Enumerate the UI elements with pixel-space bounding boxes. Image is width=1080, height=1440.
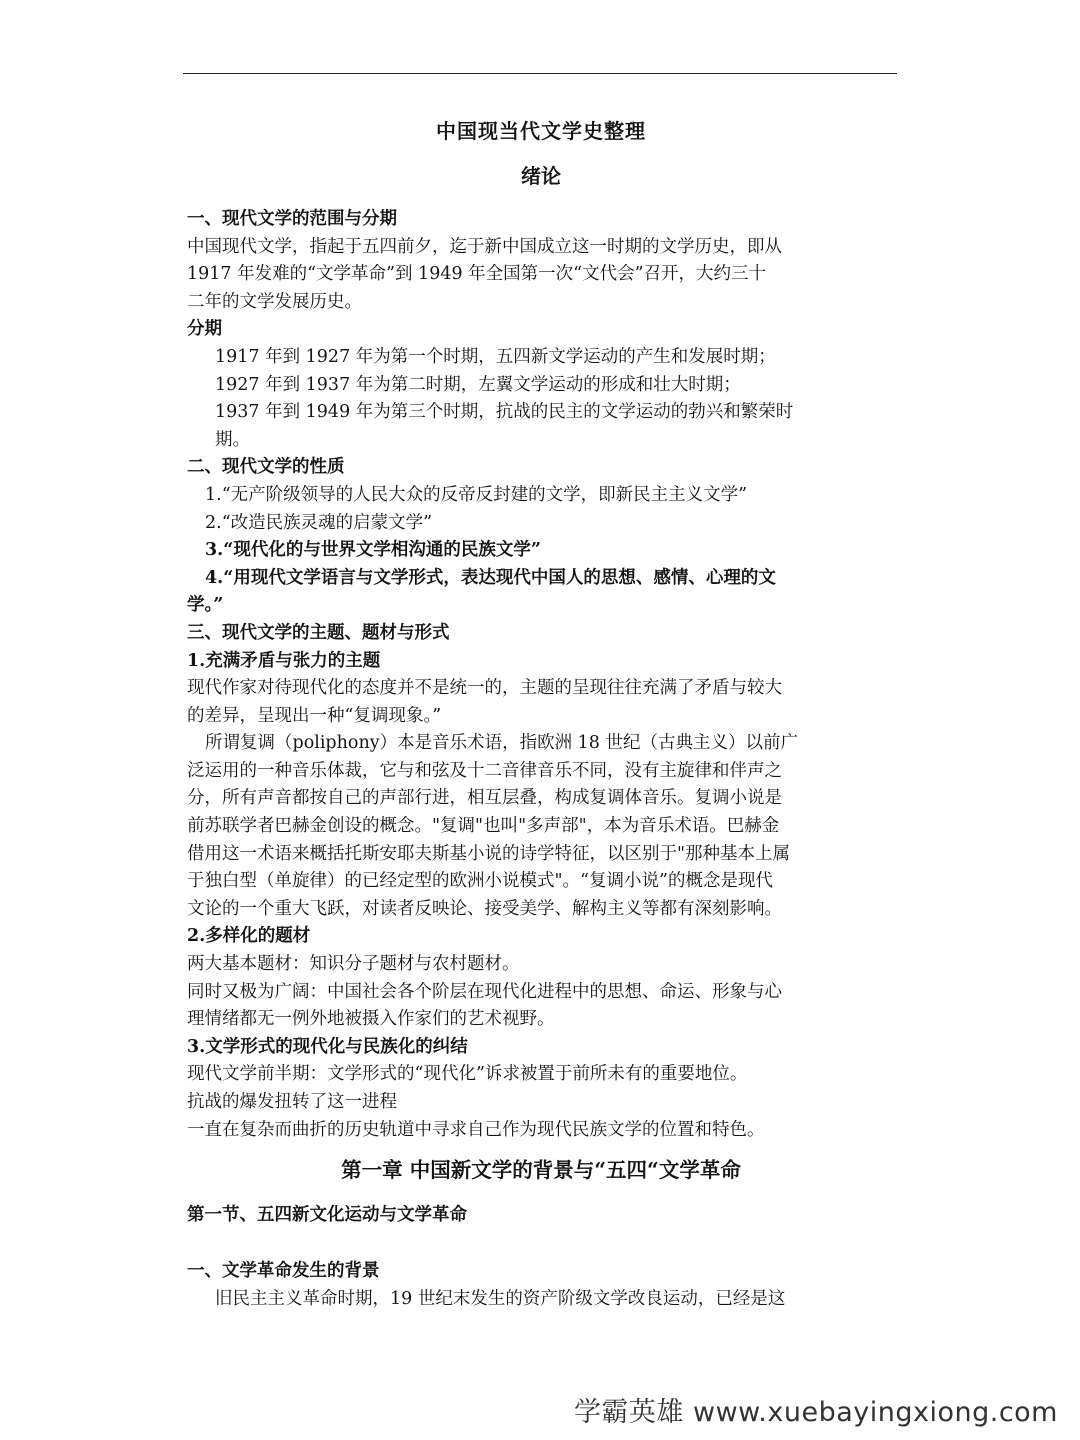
period-item: 1927 年到 1937 年为第二时期，左翼文学运动的形成和壮大时期； xyxy=(215,374,741,395)
section-heading: 一、现代文学的范围与分期 xyxy=(187,209,397,229)
subheading-fenqi: 分期 xyxy=(187,319,222,340)
paragraph-line: 抗战的爆发扭转了这一进程 xyxy=(187,1092,397,1112)
period-item: 1937 年到 1949 年为第三个时期，抗战的民主的文学运动的勃兴和繁荣时 xyxy=(215,402,794,423)
paragraph-line: 于独白型（单旋律）的已经定型的欧洲小说模式"。“复调小说”的概念是现代 xyxy=(187,871,773,892)
paragraph-line: 两大基本题材：知识分子题材与农村题材。 xyxy=(187,954,520,975)
subsection-heading: 1.充满矛盾与张力的主题 xyxy=(187,650,381,671)
paragraph-line: 旧民主主义革命时期，19 世纪末发生的资产阶级文学改良运动，已经是这 xyxy=(215,1288,786,1309)
nature-item: 4.“用现代文学语言与文学形式，表达现代中国人的思想、感情、心理的文 xyxy=(205,567,776,588)
section-heading: 三、现代文学的主题、题材与形式 xyxy=(187,622,450,643)
section-heading: 一、文学革命发生的背景 xyxy=(187,1261,380,1282)
paragraph-line: 现代文学前半期：文学形式的“现代化”诉求被置于前所未有的重要地位。 xyxy=(187,1064,748,1085)
nature-item: 3.“现代化的与世界文学相沟通的民族文学” xyxy=(205,540,541,561)
paragraph-line: 理情绪都无一例外地被摄入作家们的艺术视野。 xyxy=(187,1009,555,1030)
site-watermark: 学霸英雄 www.xuebayingxiong.com xyxy=(573,1397,1058,1428)
paragraph-line: 现代作家对待现代化的态度并不是统一的，主题的呈现往往充满了矛盾与较大 xyxy=(187,678,782,699)
introduction-heading: 绪论 xyxy=(521,164,561,188)
paragraph-line: 文论的一个重大飞跃，对读者反映论、接受美学、解构主义等都有深刻影响。 xyxy=(187,898,782,919)
paragraph-line: 分，所有声音都按自己的声部行进，相互层叠，构成复调体音乐。复调小说是 xyxy=(187,788,782,809)
document-body xyxy=(187,108,895,1313)
section-title: 第一节、五四新文化运动与文学革命 xyxy=(187,1205,467,1226)
paragraph-line: 泛运用的一种音乐体裁，它与和弦及十二音律音乐不同，没有主旋律和伴声之 xyxy=(187,760,782,781)
period-item: 1917 年到 1927 年为第一个时期，五四新文学运动的产生和发展时期； xyxy=(215,346,776,367)
paragraph-line: 1917 年发难的“文学革命”到 1949 年全国第一次“文代会”召开，大约三十 xyxy=(187,264,767,285)
paragraph-line: 的差异，呈现出一种“复调现象。” xyxy=(187,705,442,726)
nature-item-continued: 学。” xyxy=(187,595,224,616)
document-title: 中国现当代文学史整理 xyxy=(436,119,646,143)
chapter-heading: 第一章 中国新文学的背景与“五四“文学革命 xyxy=(341,1158,741,1183)
paragraph-line: 所谓复调（poliphony）本是音乐术语，指欧洲 18 世纪（古典主义）以前广 xyxy=(205,733,798,754)
paragraph-line: 借用这一术语来概括托斯安耶夫斯基小说的诗学特征，以区别于"那种基本上属 xyxy=(187,843,791,864)
paragraph-line: 二年的文学发展历史。 xyxy=(187,291,362,312)
section-heading: 二、现代文学的性质 xyxy=(187,457,345,478)
subsection-heading: 2.多样化的题材 xyxy=(187,926,311,947)
nature-item: 1.“无产阶级领导的人民大众的反帝反封建的文学，即新民主主义文学” xyxy=(205,484,748,505)
nature-item: 2.“改造民族灵魂的启蒙文学” xyxy=(205,512,433,533)
period-item-continued: 期。 xyxy=(215,429,250,450)
paragraph-line: 一直在复杂而曲折的历史轨道中寻求自己作为现代民族文学的位置和特色。 xyxy=(187,1119,765,1140)
paragraph-line: 前苏联学者巴赫金创设的概念。"复调"也叫"多声部"，本为音乐术语。巴赫金 xyxy=(187,816,780,837)
subsection-heading: 3.文学形式的现代化与民族化的纠结 xyxy=(187,1036,468,1057)
paragraph-line: 同时又极为广阔：中国社会各个阶层在现代化进程中的思想、命运、形象与心 xyxy=(187,981,782,1002)
paragraph-line: 中国现代文学，指起于五四前夕，迄于新中国成立这一时期的文学历史，即从 xyxy=(187,236,782,257)
header-rule xyxy=(183,73,897,74)
